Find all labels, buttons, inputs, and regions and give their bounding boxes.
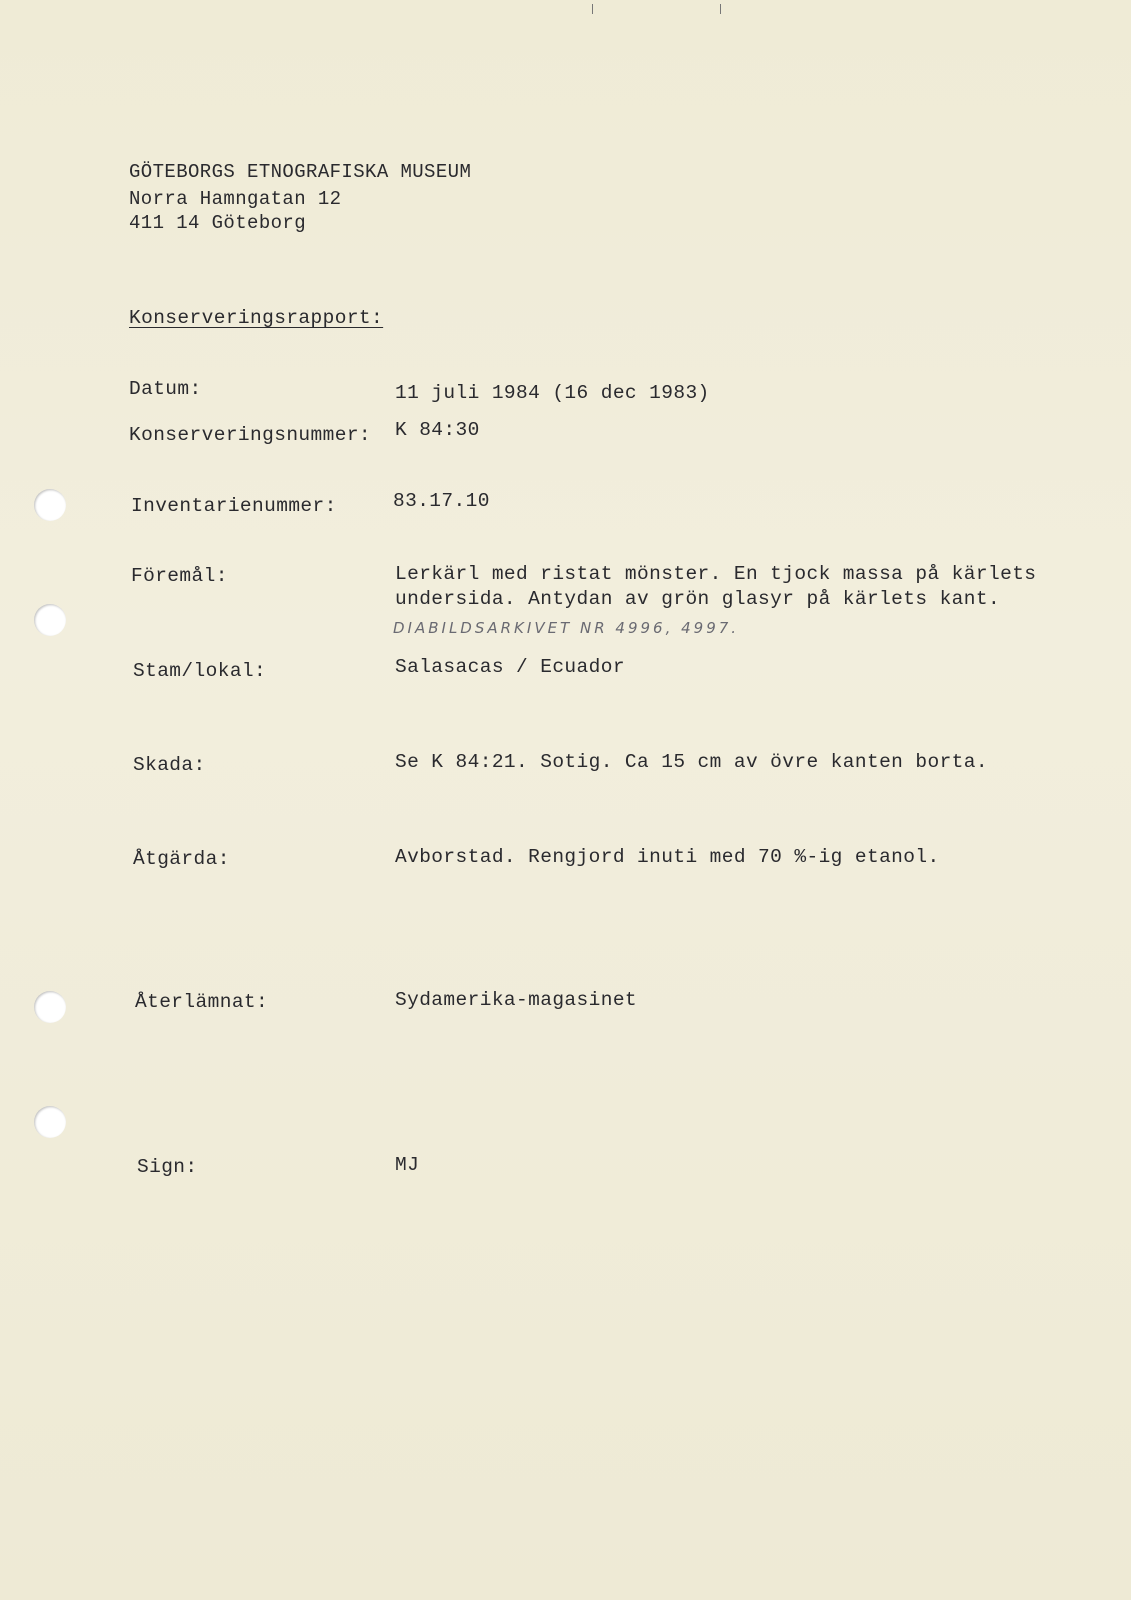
- stam-lokal-label: Stam/lokal:: [133, 660, 267, 682]
- sign-label: Sign:: [137, 1156, 198, 1178]
- foremal-line2: undersida. Antydan av grön glasyr på kärlets kant.: [395, 588, 1001, 610]
- report-title: Konserveringsrapport:: [129, 307, 384, 329]
- skada-value: Se K 84:21. Sotig. Ca 15 cm av övre kanten borta.: [395, 751, 988, 773]
- datum-value: 11 juli 1984 (16 dec 1983): [395, 382, 710, 404]
- museum-street: Norra Hamngatan 12: [129, 188, 342, 210]
- edge-mark: [592, 4, 593, 14]
- foremal-line1: Lerkärl med ristat mönster. En tjock massa på kärlets: [395, 563, 1037, 585]
- museum-name: GÖTEBORGS ETNOGRAFISKA MUSEUM: [129, 161, 472, 183]
- punch-hole: [34, 1106, 66, 1138]
- punch-hole: [34, 604, 66, 636]
- punch-hole: [34, 489, 66, 521]
- punch-hole: [34, 991, 66, 1023]
- aterlamnat-label: Återlämnat:: [135, 991, 269, 1013]
- inventarienummer-label: Inventarienummer:: [131, 495, 337, 517]
- stam-lokal-value: Salasacas / Ecuador: [395, 656, 625, 678]
- skada-label: Skada:: [133, 754, 206, 776]
- handwritten-note: DIABILDSARKIVET NR 4996, 4997.: [393, 619, 740, 637]
- foremal-label: Föremål:: [131, 565, 228, 587]
- edge-mark: [720, 4, 721, 14]
- konserveringsnummer-value: K 84:30: [395, 419, 480, 441]
- konserveringsnummer-label: Konserveringsnummer:: [129, 424, 372, 446]
- datum-label: Datum:: [129, 378, 202, 400]
- aterlamnat-value: Sydamerika-magasinet: [395, 989, 638, 1011]
- museum-city: 411 14 Göteborg: [129, 212, 307, 234]
- sign-value: MJ: [395, 1154, 420, 1176]
- atgarda-value: Avborstad. Rengjord inuti med 70 %-ig etanol.: [395, 846, 940, 868]
- inventarienummer-value: 83.17.10: [393, 490, 490, 512]
- atgarda-label: Åtgärda:: [133, 848, 230, 870]
